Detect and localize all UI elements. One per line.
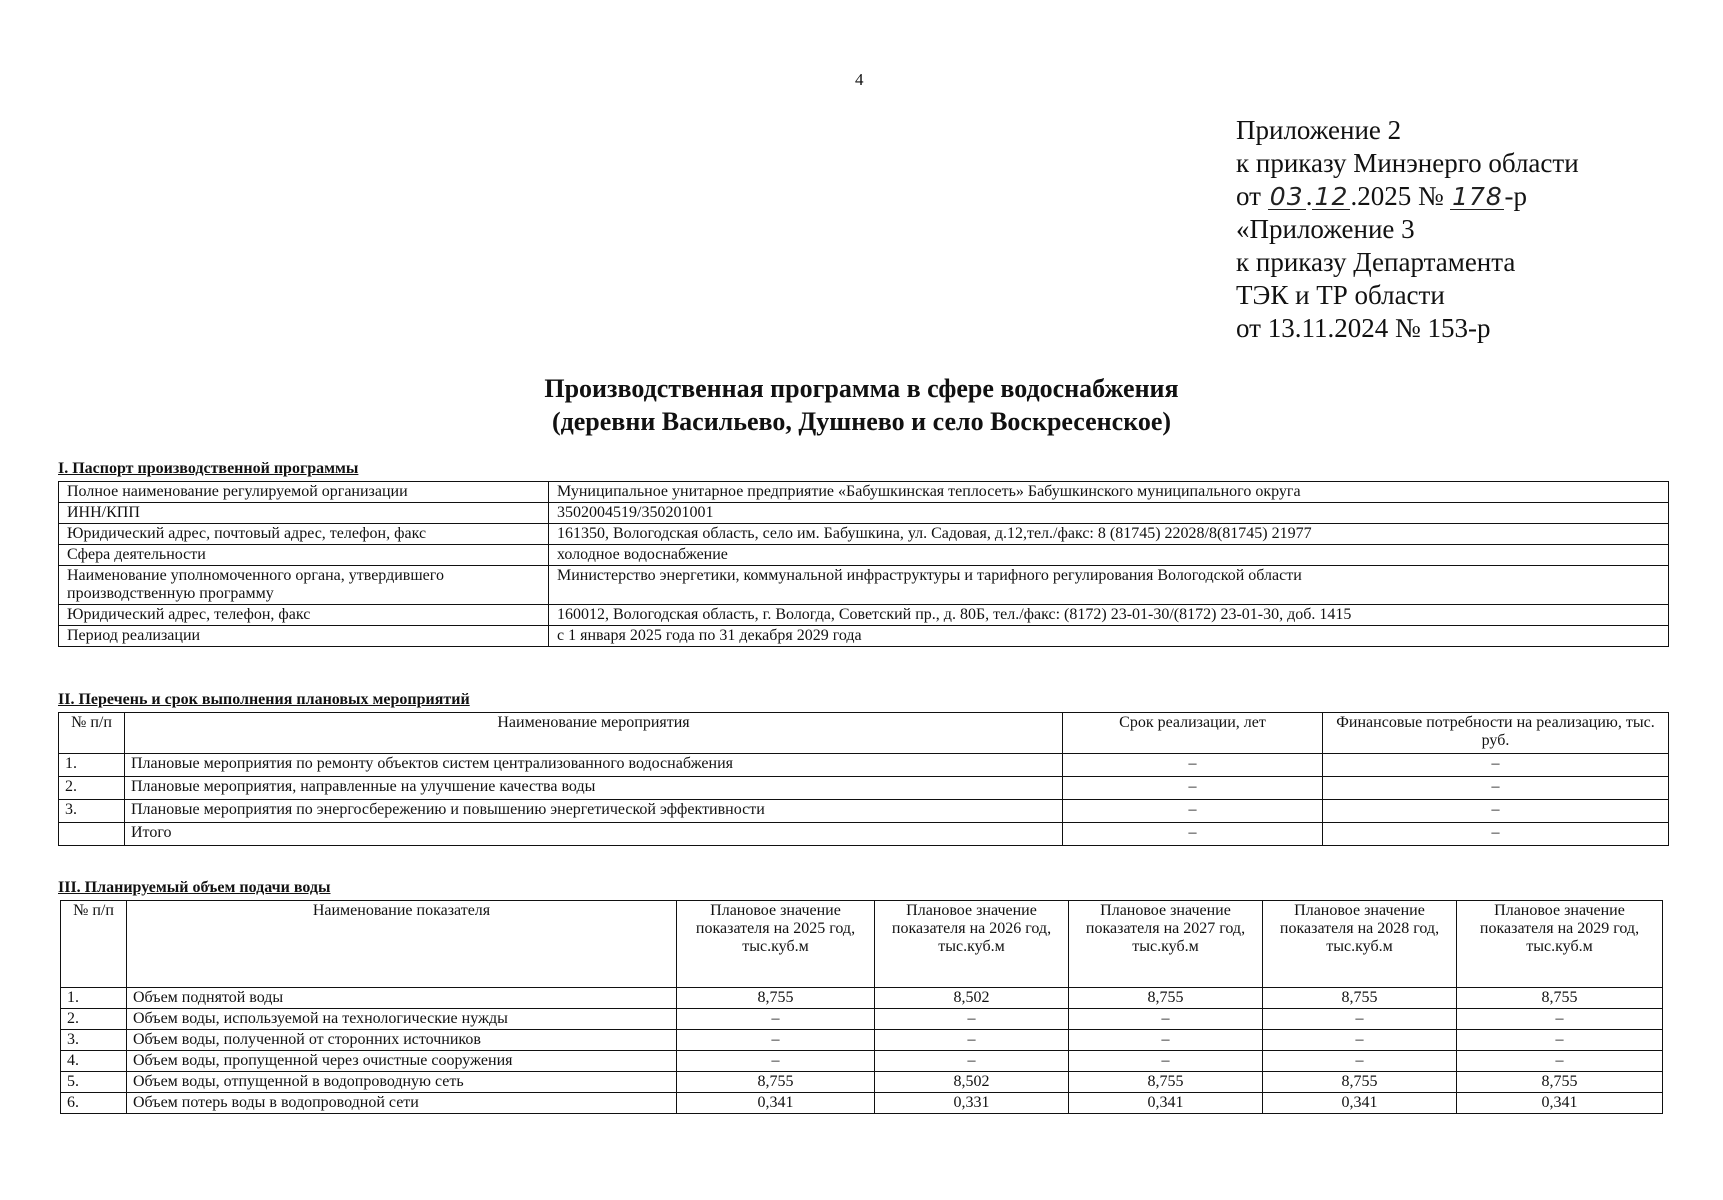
value-2029: – xyxy=(1457,1051,1663,1072)
appendix-line-5: к приказу Департамента xyxy=(1236,247,1516,277)
header-num: № п/п xyxy=(61,901,127,988)
table-row xyxy=(59,545,1669,566)
value-2027: – xyxy=(1069,1009,1263,1030)
row-finance: – xyxy=(1323,800,1669,823)
table-header-row xyxy=(61,901,1663,988)
row-name: Объем потерь воды в водопроводной сети xyxy=(127,1093,677,1114)
value-2025: 8,755 xyxy=(677,988,875,1009)
table-row xyxy=(61,1009,1663,1030)
table-row xyxy=(61,1093,1663,1114)
table-row xyxy=(59,482,1669,503)
value-2025: 8,755 xyxy=(677,1072,875,1093)
section-1-heading: I. Паспорт производственной программы xyxy=(58,460,359,477)
water-supply-table xyxy=(60,900,1663,1114)
passport-value: 160012, Вологодская область, г. Вологда, Советский пр., д. 80Б, тел./факс: (8172) 23-01-30/(8172) 23-01-30, доб. 1415 xyxy=(549,605,1669,626)
value-2029: 8,755 xyxy=(1457,1072,1663,1093)
value-2026: 8,502 xyxy=(875,988,1069,1009)
header-term: Срок реализации, лет xyxy=(1063,713,1323,754)
row-name: Плановые мероприятия, направленные на улучшение качества воды xyxy=(125,777,1063,800)
passport-value: с 1 января 2025 года по 31 декабря 2029 года xyxy=(549,626,1669,647)
title-line-2: (деревни Васильево, Душнево и село Воскресенское) xyxy=(551,407,1172,436)
row-num: 5. xyxy=(61,1072,127,1093)
section-3-heading: III. Планируемый объем подачи воды xyxy=(58,879,331,896)
table-row xyxy=(59,800,1669,823)
appendix-line-3: от 03.12.2025 № 178-р xyxy=(1236,181,1527,211)
row-num: 1. xyxy=(61,988,127,1009)
row-term: – xyxy=(1063,800,1323,823)
table-row xyxy=(59,524,1669,545)
value-2028: – xyxy=(1263,1030,1457,1051)
value-2025: – xyxy=(677,1009,875,1030)
passport-label: Юридический адрес, почтовый адрес, телефон, факс xyxy=(59,524,549,545)
value-2027: – xyxy=(1069,1030,1263,1051)
title-line-1: Производственная программа в сфере водоснабжения xyxy=(544,374,1179,403)
row-finance: – xyxy=(1323,754,1669,777)
row-name: Объем воды, используемой на технологические нужды xyxy=(127,1009,677,1030)
table-row xyxy=(61,1072,1663,1093)
value-2029: 0,341 xyxy=(1457,1093,1663,1114)
header-name: Наименование мероприятия xyxy=(125,713,1063,754)
value-2027: 0,341 xyxy=(1069,1093,1263,1114)
appendix-line-4: «Приложение 3 xyxy=(1236,214,1415,244)
appendix-line-1: Приложение 2 xyxy=(1236,115,1402,145)
row-name: Объем воды, отпущенной в водопроводную сеть xyxy=(127,1072,677,1093)
row-num: 4. xyxy=(61,1051,127,1072)
appendix-block xyxy=(1236,114,1579,345)
table-row xyxy=(61,1051,1663,1072)
document-title xyxy=(0,372,1723,438)
table-row xyxy=(61,1030,1663,1051)
value-2027: – xyxy=(1069,1051,1263,1072)
value-2027: 8,755 xyxy=(1069,988,1263,1009)
passport-value: 161350, Вологодская область, село им. Бабушкина, ул. Садовая, д.12,тел./факс: 8 (81745) 22028/8(81745) 21977 xyxy=(549,524,1669,545)
header-finance: Финансовые потребности на реализацию, тыс. руб. xyxy=(1323,713,1669,754)
passport-value: 3502004519/350201001 xyxy=(549,503,1669,524)
value-2029: – xyxy=(1457,1030,1663,1051)
header-name: Наименование показателя xyxy=(127,901,677,988)
row-term: – xyxy=(1063,823,1323,846)
table-row xyxy=(59,503,1669,524)
value-2028: 0,341 xyxy=(1263,1093,1457,1114)
passport-value: холодное водоснабжение xyxy=(549,545,1669,566)
appendix-line-6: ТЭК и ТР области xyxy=(1236,280,1445,310)
row-name: Итого xyxy=(125,823,1063,846)
row-term: – xyxy=(1063,777,1323,800)
header-year-2029: Плановое значение показателя на 2029 год, тыс.куб.м xyxy=(1457,901,1663,988)
measures-table xyxy=(58,712,1669,846)
row-num xyxy=(59,823,125,846)
value-2029: 8,755 xyxy=(1457,988,1663,1009)
passport-label: ИНН/КПП xyxy=(59,503,549,524)
value-2025: – xyxy=(677,1051,875,1072)
value-2028: 8,755 xyxy=(1263,1072,1457,1093)
appendix-line-2: к приказу Минэнерго области xyxy=(1236,148,1579,178)
value-2025: – xyxy=(677,1030,875,1051)
handwritten-order-number: 178 xyxy=(1452,182,1503,211)
value-2027: 8,755 xyxy=(1069,1072,1263,1093)
table-header-row xyxy=(59,713,1669,754)
table-row xyxy=(59,777,1669,800)
value-2026: – xyxy=(875,1030,1069,1051)
appendix-date-year: .2025 № xyxy=(1350,181,1444,211)
passport-label: Сфера деятельности xyxy=(59,545,549,566)
appendix-line-7: от 13.11.2024 № 153-р xyxy=(1236,313,1491,343)
table-row xyxy=(59,823,1669,846)
page-number: 4 xyxy=(855,70,864,89)
value-2026: 0,331 xyxy=(875,1093,1069,1114)
value-2026: 8,502 xyxy=(875,1072,1069,1093)
table-row xyxy=(59,754,1669,777)
header-year-2026: Плановое значение показателя на 2026 год, тыс.куб.м xyxy=(875,901,1069,988)
value-2028: – xyxy=(1263,1051,1457,1072)
appendix-date-suffix: -р xyxy=(1504,181,1527,211)
table-row xyxy=(59,605,1669,626)
row-num: 2. xyxy=(59,777,125,800)
row-finance: – xyxy=(1323,777,1669,800)
row-num: 6. xyxy=(61,1093,127,1114)
passport-value: Муниципальное унитарное предприятие «Бабушкинская теплосеть» Бабушкинского муниципального округа xyxy=(549,482,1669,503)
row-term: – xyxy=(1063,754,1323,777)
row-name: Объем поднятой воды xyxy=(127,988,677,1009)
row-name: Плановые мероприятия по ремонту объектов систем централизованного водоснабжения xyxy=(125,754,1063,777)
row-num: 2. xyxy=(61,1009,127,1030)
handwritten-month: 12 xyxy=(1312,185,1350,210)
handwritten-day: 03 xyxy=(1268,185,1306,210)
value-2026: – xyxy=(875,1009,1069,1030)
passport-label: Юридический адрес, телефон, факс xyxy=(59,605,549,626)
appendix-date-prefix: от xyxy=(1236,181,1261,211)
passport-value: Министерство энергетики, коммунальной инфраструктуры и тарифного регулирования Вологодской области xyxy=(549,566,1669,605)
value-2028: – xyxy=(1263,1009,1457,1030)
row-num: 1. xyxy=(59,754,125,777)
value-2029: – xyxy=(1457,1009,1663,1030)
section-2-heading: II. Перечень и срок выполнения плановых мероприятий xyxy=(58,691,470,708)
passport-label: Период реализации xyxy=(59,626,549,647)
passport-label: Полное наименование регулируемой организации xyxy=(59,482,549,503)
table-row xyxy=(59,566,1669,605)
header-year-2025: Плановое значение показателя на 2025 год, тыс.куб.м xyxy=(677,901,875,988)
row-name: Плановые мероприятия по энергосбережению и повышению энергетической эффективности xyxy=(125,800,1063,823)
value-2028: 8,755 xyxy=(1263,988,1457,1009)
row-finance: – xyxy=(1323,823,1669,846)
value-2026: – xyxy=(875,1051,1069,1072)
header-num: № п/п xyxy=(59,713,125,754)
passport-table xyxy=(58,481,1669,647)
row-num: 3. xyxy=(59,800,125,823)
passport-label: Наименование уполномоченного органа, утвердившего производственную программу xyxy=(59,566,549,605)
value-2025: 0,341 xyxy=(677,1093,875,1114)
row-name: Объем воды, полученной от сторонних источников xyxy=(127,1030,677,1051)
header-year-2028: Плановое значение показателя на 2028 год, тыс.куб.м xyxy=(1263,901,1457,988)
header-year-2027: Плановое значение показателя на 2027 год, тыс.куб.м xyxy=(1069,901,1263,988)
table-row xyxy=(61,988,1663,1009)
row-num: 3. xyxy=(61,1030,127,1051)
row-name: Объем воды, пропущенной через очистные сооружения xyxy=(127,1051,677,1072)
table-row xyxy=(59,626,1669,647)
